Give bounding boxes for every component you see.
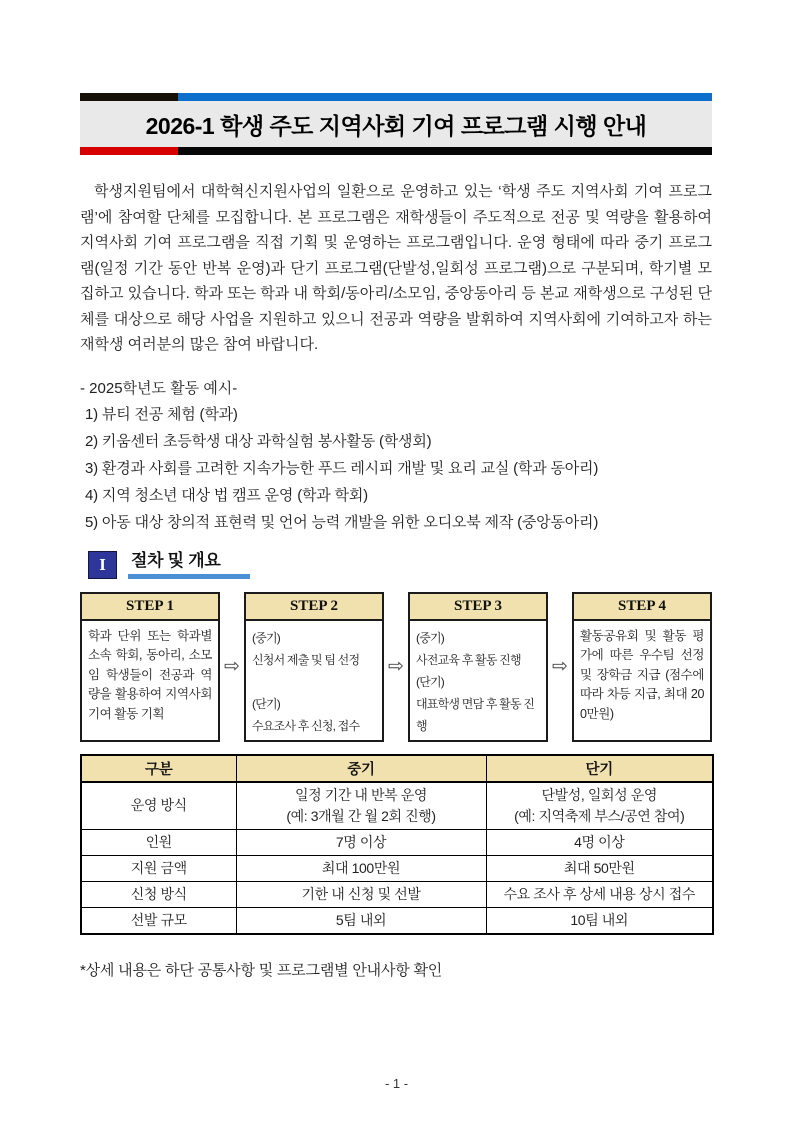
arrow-glyph: ⇨ [388, 656, 404, 677]
arrow-right-icon [384, 592, 408, 742]
cell-line: 일정 기간 내 반복 운영 [294, 786, 428, 803]
section-header [80, 543, 712, 579]
row-label: 지원 금액 [81, 855, 236, 881]
step-line: 대표학생 면담 후 활동 진행 [416, 696, 535, 733]
banner-bar-top [80, 93, 712, 101]
banner-segment-black [80, 93, 178, 101]
cell-line: 단발성, 일회성 운영 [541, 786, 657, 803]
row-label: 인원 [81, 829, 236, 855]
arrow-glyph: ⇨ [552, 656, 568, 677]
title-banner [80, 93, 712, 155]
step-line: (중기) [252, 630, 280, 645]
step-line: 신청서 제출 및 팀 선정 [252, 652, 360, 667]
section-number-badge: I [88, 551, 117, 579]
step-body: 학과 단위 또는 학과별 소속 학회, 동아리, 소모임 학생들이 전공과 역량을 활용하여 지역사회 기여 활동 기획 [88, 628, 212, 721]
table-cell: 최대 100만원 [236, 855, 486, 881]
arrow-glyph: ⇨ [224, 656, 240, 677]
table-cell [486, 782, 713, 830]
examples-list [80, 376, 712, 536]
example-item: 5) 아동 대상 창의적 표현력 및 언어 능력 개발을 위한 오디오북 제작 (중앙동아리) [85, 513, 599, 531]
step-line: (단기) [416, 674, 444, 689]
step-line: (중기) [416, 630, 444, 645]
row-label: 선발 규모 [81, 907, 236, 934]
banner-segment-blue [178, 93, 712, 101]
step-line: 사전교육 후 활동 진행 [416, 652, 521, 667]
step-box-2 [244, 592, 384, 742]
table-row [81, 829, 713, 855]
steps-flow [80, 592, 712, 742]
step-body: 활동공유회 및 활동 평가에 따른 우수팀 선정 및 장학금 지급 (점수에 따라 차등 지급, 최대 200만원) [580, 628, 704, 721]
row-label: 운영 방식 [81, 782, 236, 830]
table-row [81, 907, 713, 934]
title-box [80, 101, 712, 147]
example-item: 2) 키움센터 초등학생 대상 과학실험 봉사활동 (학생회) [85, 432, 432, 450]
banner-segment-black [178, 147, 712, 155]
table-cell: 5팀 내외 [236, 907, 486, 934]
table-row [81, 782, 713, 830]
footnote: *상세 내용은 하단 공통사항 및 프로그램별 안내사항 확인 [80, 961, 443, 979]
step-line: 수요조사 후 신청, 접수 [252, 718, 360, 733]
step-box-3 [408, 592, 548, 742]
step-line [252, 671, 376, 693]
table-header-row [81, 755, 713, 782]
step-box-4 [572, 592, 712, 742]
arrow-right-icon [220, 592, 244, 742]
cell-line: (예: 3개월 간 월 2회 진행) [286, 807, 436, 824]
example-item: 3) 환경과 사회를 고려한 지속가능한 푸드 레시피 개발 및 요리 교실 (학과 동아리) [85, 459, 599, 477]
row-label: 신청 방식 [81, 881, 236, 907]
document-content [80, 0, 712, 980]
step-header: STEP 4 [574, 594, 710, 621]
table-cell: 기한 내 신청 및 선발 [236, 881, 486, 907]
step-header: STEP 3 [410, 594, 546, 621]
example-item: 1) 뷰티 전공 체험 (학과) [85, 405, 238, 423]
example-item: 4) 지역 청소년 대상 법 캠프 운영 (학과 학회) [85, 486, 368, 504]
table-header-cell: 구분 [81, 755, 236, 782]
table-cell: 수요 조사 후 상세 내용 상시 접수 [486, 881, 713, 907]
examples-heading: - 2025학년도 활동 예시- [80, 379, 238, 397]
table-cell: 7명 이상 [236, 829, 486, 855]
step-header: STEP 2 [246, 594, 382, 621]
step-line: (단기) [252, 696, 280, 711]
page-title: 2026-1 학생 주도 지역사회 기여 프로그램 시행 안내 [145, 112, 647, 139]
arrow-right-icon [548, 592, 572, 742]
table-header-cell: 단기 [486, 755, 713, 782]
table-cell: 10팀 내외 [486, 907, 713, 934]
cell-line: (예: 지역축제 부스/공연 참여) [514, 807, 685, 824]
section-title: 절차 및 개요 [128, 543, 250, 579]
table-cell [236, 782, 486, 830]
table-cell: 최대 50만원 [486, 855, 713, 881]
page-number: - 1 - [384, 1076, 409, 1091]
banner-segment-red [80, 147, 178, 155]
step-body [246, 621, 382, 743]
table-row [81, 855, 713, 881]
table-header-cell: 중기 [236, 755, 486, 782]
intro-paragraph: 학생지원팀에서 대학혁신지원사업의 일환으로 운영하고 있는 ‘학생 주도 지역사회 기여 프로그램’에 참여할 단체를 모집합니다. 본 프로그램은 재학생들이 주도적으로 전공 및 역량을 활용하여 지역사회 기여 프로그램을 직접 기획 및 운영하는 프로그램입니다. 운영 형태에 따라 중기 프로그램(일정 기간 동안 반복 운영)과 단기 프로그램(단발성,일회성 프로그램)으로 구분되며, 학기별 모집하고 있습니다. 학과 또는 학과 내 학회/동아리/소모임, 중앙동아리 등 본교 재학생으로 구성된 단체를 대상으로 해당 사업을 지원하고 있으니 전공과 역량을 발휘하여 지역사회에 기여하고자 하는 재학생 여러분의 많은 참여 바랍니다. [80, 183, 712, 353]
table-row [81, 881, 713, 907]
step-body [410, 621, 546, 743]
banner-bar-bottom [80, 147, 712, 155]
step-box-1 [80, 592, 220, 742]
table-cell: 4명 이상 [486, 829, 713, 855]
program-comparison-table [80, 754, 714, 935]
step-header: STEP 1 [82, 594, 218, 621]
